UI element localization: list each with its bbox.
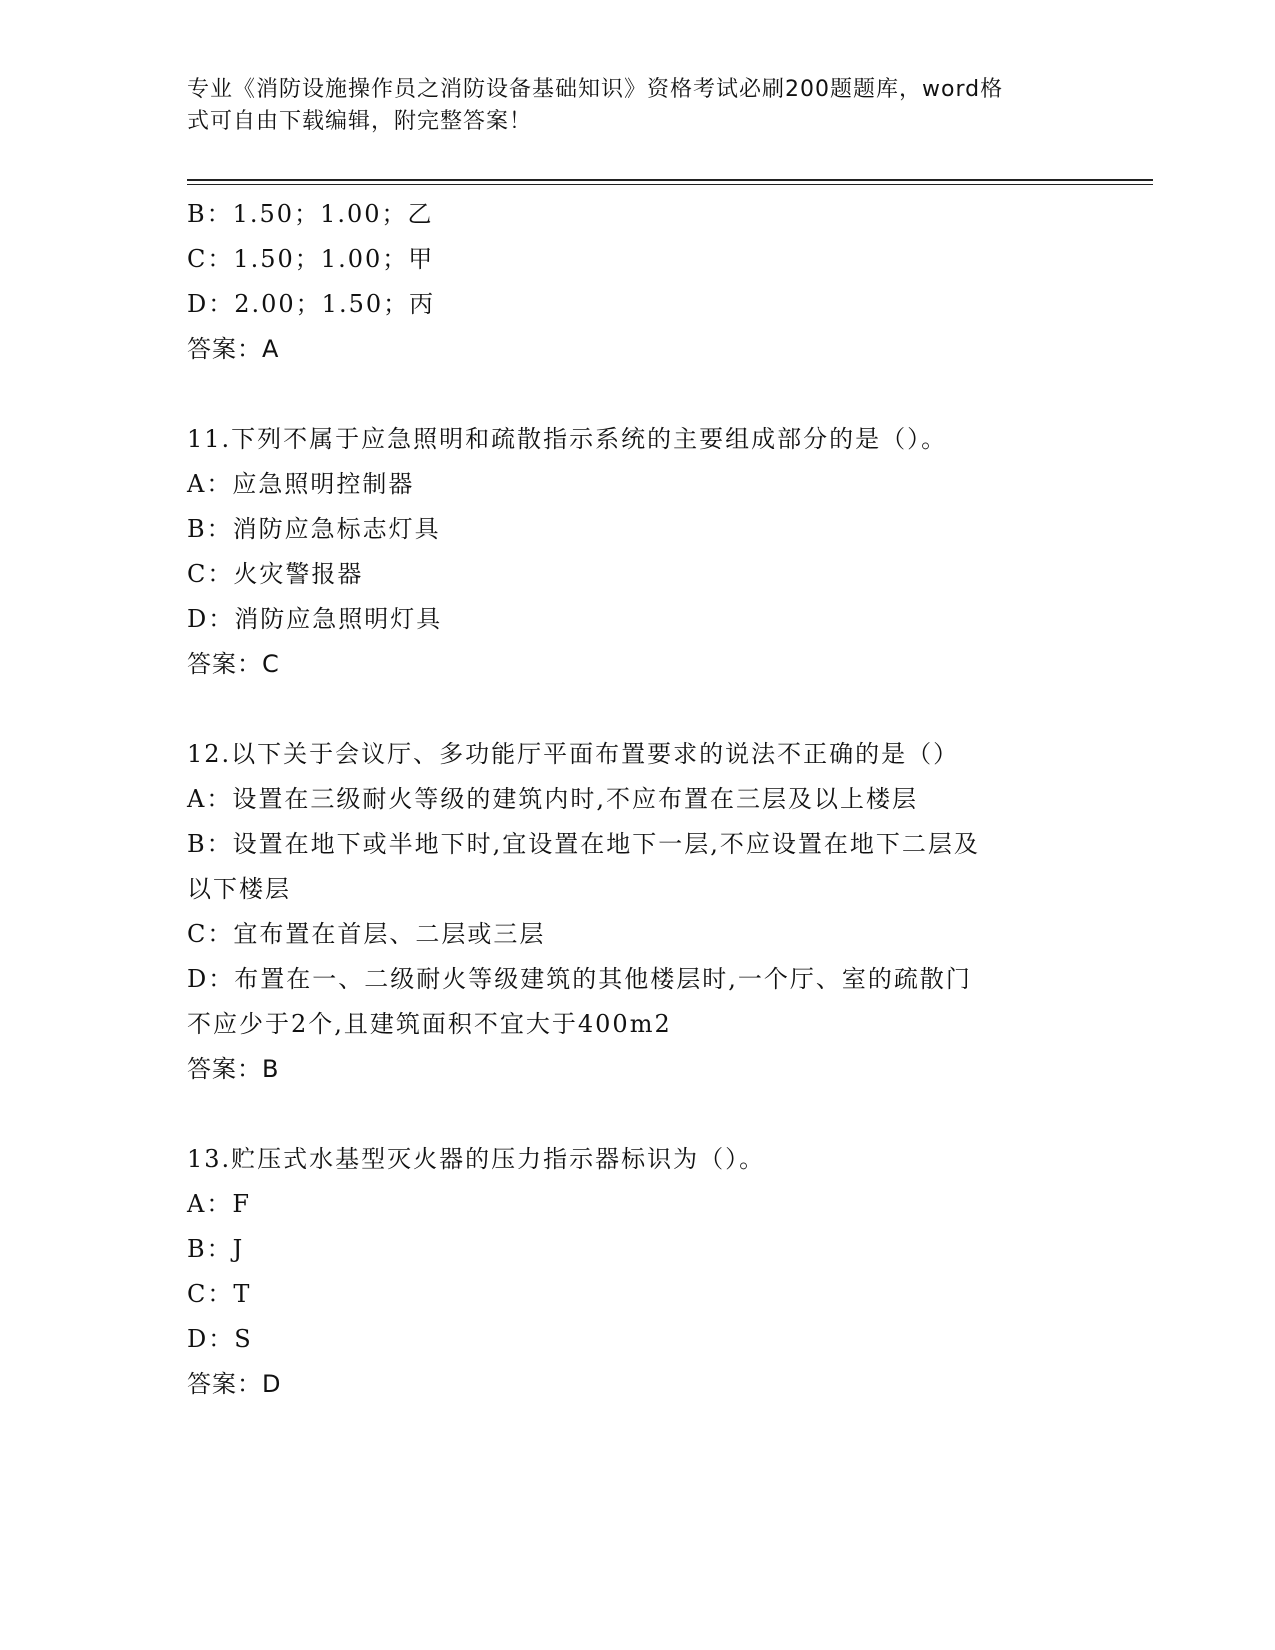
question-list — [187, 192, 1087, 1407]
answer-line: 答案：B — [187, 1055, 280, 1083]
answer-line: 答案：D — [187, 1370, 282, 1398]
question-block-12 — [187, 732, 1087, 1092]
option-line: B：消防应急标志灯具 — [187, 515, 441, 543]
question-stem: 12.以下关于会议厅、多功能厅平面布置要求的说法不正确的是（） — [187, 740, 960, 768]
option-line: C：宜布置在首层、二层或三层 — [187, 920, 546, 948]
spacer — [187, 1092, 1087, 1137]
header-divider-thin — [187, 184, 1153, 185]
question-stem: 11.下列不属于应急照明和疏散指示系统的主要组成部分的是（）。 — [187, 425, 948, 453]
option-line: C：火灾警报器 — [187, 560, 364, 588]
option-line: D：S — [187, 1325, 253, 1353]
document-header — [187, 74, 1067, 138]
option-line-continued: 以下楼层 — [187, 875, 291, 903]
question-block-11 — [187, 417, 1087, 687]
option-line: D：消防应急照明灯具 — [187, 605, 443, 633]
question-block-13 — [187, 1137, 1087, 1407]
question-block-previous — [187, 192, 1087, 372]
option-line: A：F — [187, 1190, 251, 1218]
spacer — [187, 372, 1087, 417]
header-title-line-2: 式可自由下载编辑，附完整答案！ — [187, 109, 533, 134]
question-stem: 13.贮压式水基型灭火器的压力指示器标识为（）。 — [187, 1145, 766, 1173]
spacer — [187, 687, 1087, 732]
option-line: B：设置在地下或半地下时,宜设置在地下一层,不应设置在地下二层及 — [187, 830, 980, 858]
option-line: B：J — [187, 1235, 245, 1263]
answer-line: 答案：A — [187, 335, 280, 363]
option-line-continued: 不应少于2个,且建筑面积不宜大于400m2 — [187, 1010, 672, 1038]
option-line: A：设置在三级耐火等级的建筑内时,不应布置在三层及以上楼层 — [187, 785, 918, 813]
answer-line: 答案：C — [187, 650, 280, 678]
option-line: C：T — [187, 1280, 252, 1308]
option-line: B：1.50；1.00；乙 — [187, 200, 434, 228]
option-line: D：布置在一、二级耐火等级建筑的其他楼层时,一个厅、室的疏散门 — [187, 965, 972, 993]
option-line: C：1.50；1.00；甲 — [187, 245, 435, 273]
header-title-line-1: 专业《消防设施操作员之消防设备基础知识》资格考试必刷200题题库，word格 — [187, 77, 1004, 102]
option-line: D：2.00；1.50；丙 — [187, 290, 436, 318]
option-line: A：应急照明控制器 — [187, 470, 415, 498]
header-divider-thick — [187, 179, 1153, 181]
